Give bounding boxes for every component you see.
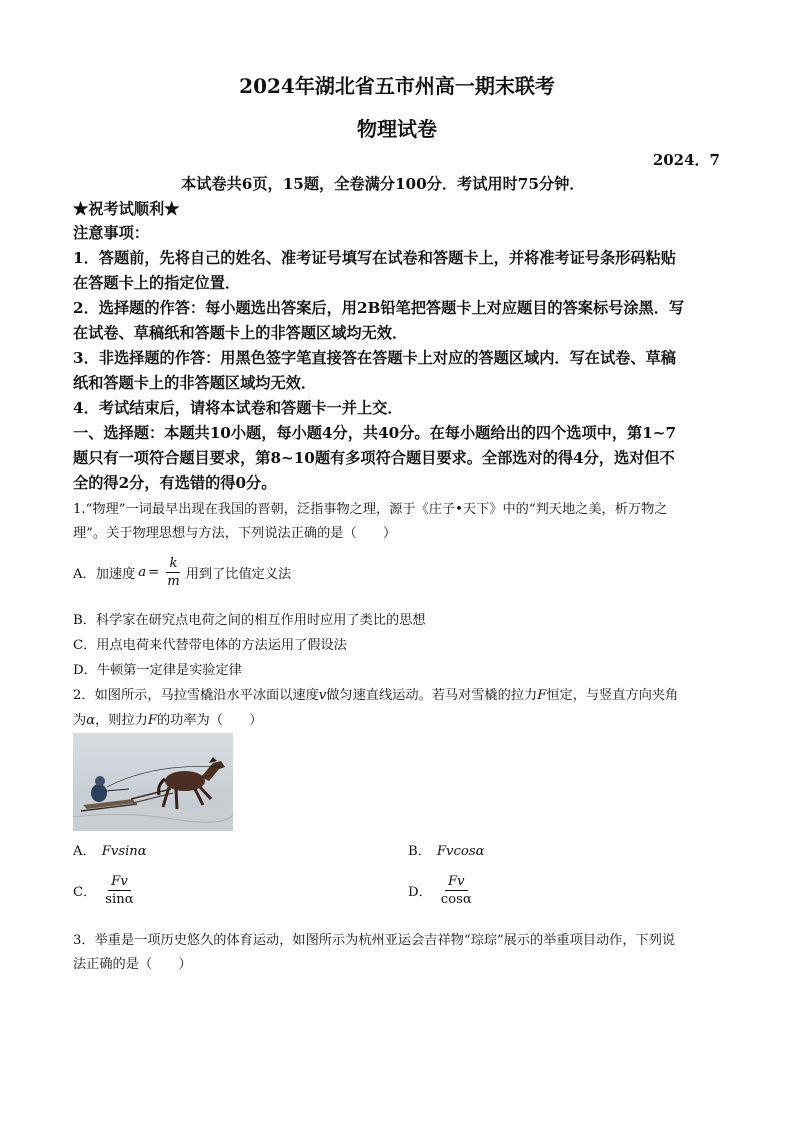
subject-title: 物理试卷: [357, 117, 437, 141]
section-heading: 题只有一项符合题目要求，第8~10题有多项符合题目要求。全部选对的得4分，选对但不: [73, 449, 675, 467]
option-label: A．: [73, 844, 96, 859]
math-var: α: [86, 713, 96, 728]
section-heading: 全的得2分，有选错的得0分。: [73, 474, 277, 492]
notice-line: 1．答题前，先将自己的姓名、准考证号填写在试卷和答题卡上，并将准考证号条形码粘贴: [73, 249, 676, 267]
option-text: 用到了比值定义法: [185, 567, 292, 582]
math-var: F: [537, 688, 547, 703]
exam-date: 2024．7: [652, 151, 720, 169]
notice-line: 2．选择题的作答：每小题选出答案后，用2B铅笔把答题卡上对应题目的答案标号涂黑．写: [73, 299, 685, 317]
numerator: Fv: [108, 873, 131, 891]
notice-line: 3．非选择题的作答：用黑色签字笔直接答在答题卡上对应的答题区域内．写在试卷、草稿: [73, 349, 676, 367]
option-label: C．: [73, 885, 97, 900]
exam-info: 本试卷共6页，15题，全卷满分100分．考试用时75分钟．: [181, 175, 585, 193]
stem-text: 做匀速直线运动。若马对雪橇的拉力: [326, 688, 538, 703]
q1-stem: 1.“物理”一词最早出现在我国的晋朝，泛指事物之理，源于《庄子•天下》中的“判天地之美，析万物之: [73, 502, 668, 517]
q2-stem: [73, 709, 263, 728]
numerator: k: [166, 555, 180, 573]
numerator: Fv: [445, 873, 468, 891]
q1-option-b: B．科学家在研究点电荷之间的相互作用时应用了类比的思想: [73, 613, 426, 628]
q2-option-a: [73, 840, 147, 859]
option-label: D．: [408, 885, 432, 900]
stem-text: 为: [73, 713, 87, 728]
stem-text: 的功率为（ ）: [157, 713, 263, 728]
blessing: ★祝考试顺利★: [73, 200, 180, 218]
q2-stem: [73, 684, 678, 703]
option-text: A．加速度: [73, 567, 136, 582]
option-expr: Fvcosα: [436, 844, 485, 859]
option-expr: Fvsinα: [101, 844, 147, 859]
fraction: [438, 873, 475, 908]
section-heading: 一、选择题：本题共10小题，每小题4分，共40分。在每小题给出的四个选项中，第1~7: [73, 424, 677, 442]
notice-line: 在试卷、草稿纸和答题卡上的非答题区域均无效．: [73, 324, 408, 342]
stem-text: 恒定，与竖直方向夹角: [546, 688, 679, 703]
q1-stem: 理”。关于物理思想与方法，下列说法正确的是（ ）: [73, 526, 397, 541]
option-label: B．: [408, 844, 431, 859]
denominator: m: [167, 574, 180, 589]
q3-stem: 法正确的是（ ）: [73, 957, 192, 972]
q2-option-b: [408, 840, 485, 859]
q1-option-a: [73, 555, 291, 590]
fraction: [164, 555, 183, 590]
stem-text: 2．如图所示，马拉雪橇沿水平冰面以速度: [73, 688, 319, 703]
horse-sled-photo: [73, 733, 233, 831]
notice-line: 在答题卡上的指定位置．: [73, 274, 241, 292]
notice-heading: 注意事项：: [73, 224, 149, 242]
q1-option-c: C．用点电荷来代替带电体的方法运用了假设法: [73, 638, 347, 653]
notice-line: 纸和答题卡上的非答题区域均无效．: [73, 374, 316, 392]
math-var: v: [318, 688, 327, 703]
math-eq: =: [148, 565, 160, 580]
q2-option-c: [73, 873, 140, 908]
denominator: sinα: [105, 892, 134, 907]
q1-option-d: D．牛顿第一定律是实验定律: [73, 663, 242, 678]
q2-option-d: [408, 873, 478, 908]
math-var: a: [138, 565, 147, 580]
denominator: cosα: [440, 892, 472, 907]
q3-stem: 3．举重是一项历史悠久的体育运动，如图所示为杭州亚运会吉祥物“琮琮”展示的举重项目动作，下列说: [73, 933, 676, 948]
notice-line: 4．考试结束后，请将本试卷和答题卡一并上交．: [73, 399, 403, 417]
stem-text: ，则拉力: [95, 713, 148, 728]
math-var: F: [147, 713, 157, 728]
exam-title: 2024年湖北省五市州高一期末联考: [239, 74, 555, 98]
fraction: [102, 873, 136, 908]
